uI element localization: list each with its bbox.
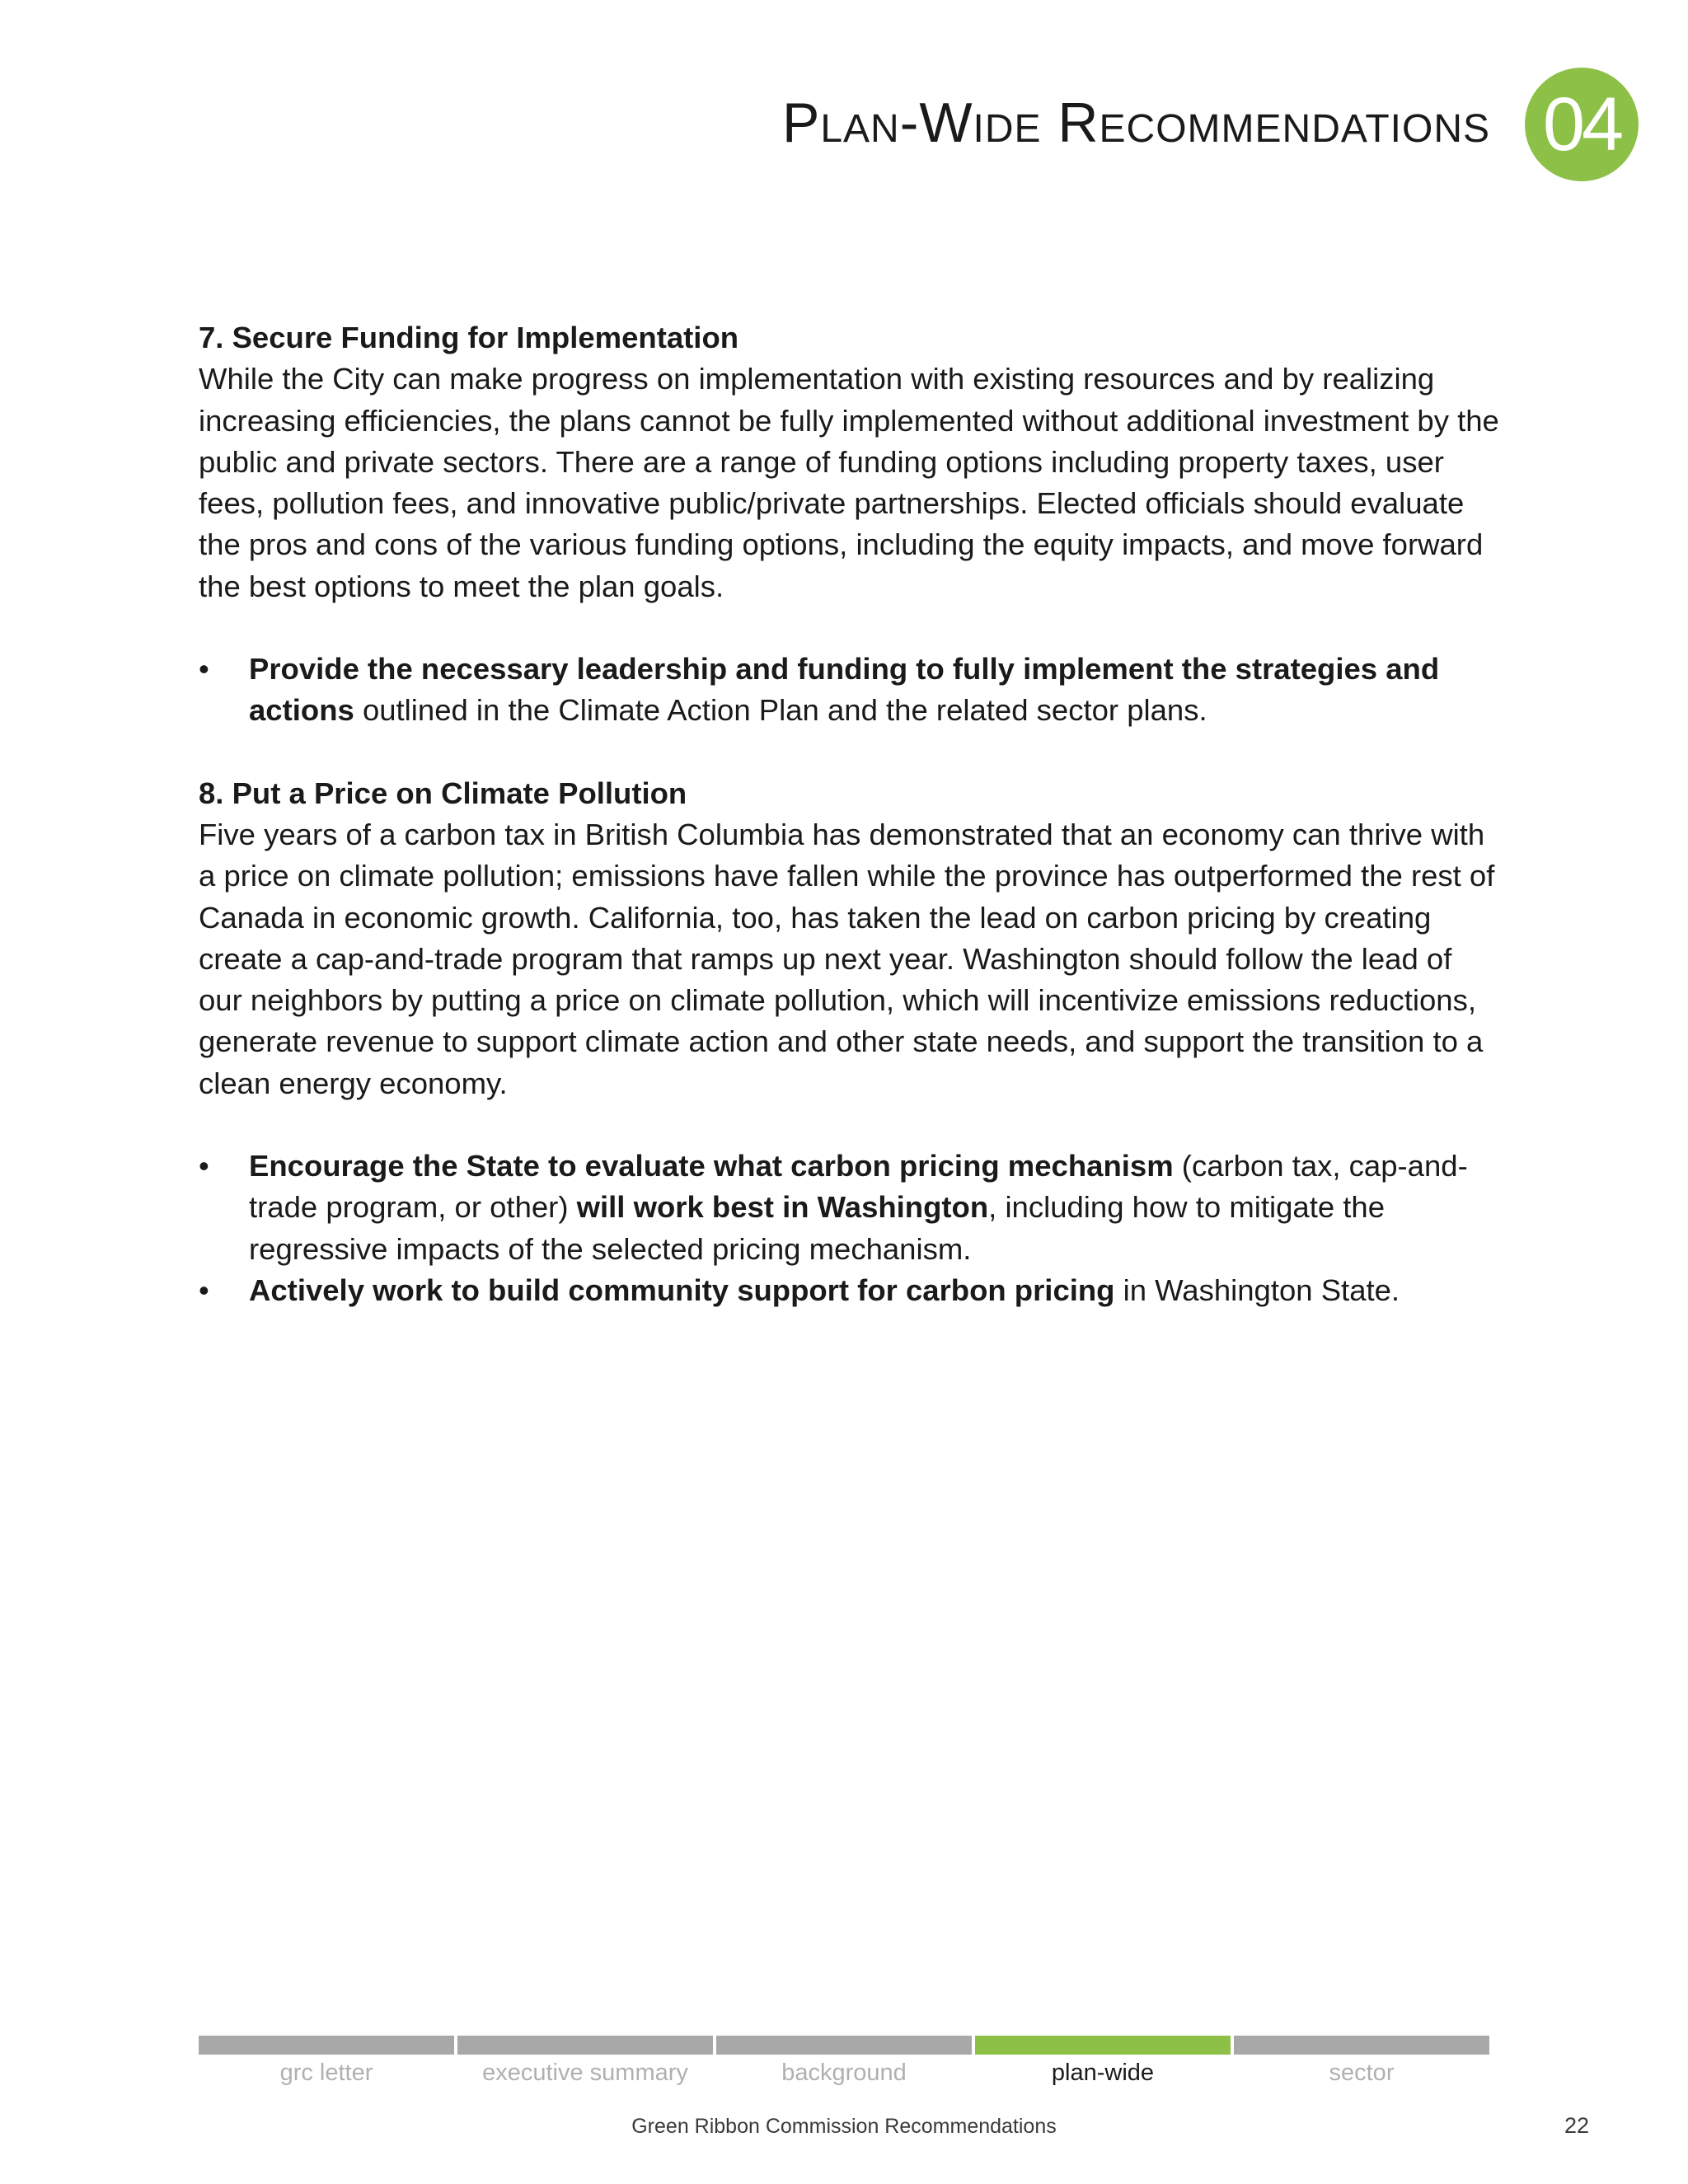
main-content	[199, 317, 1501, 1311]
footer-title: Green Ribbon Commission Recommendations	[631, 2115, 1057, 2138]
list-item	[199, 649, 1501, 732]
recommendation-emphasis: will work best in Washington	[576, 1190, 989, 1225]
section-body: While the City can make progress on implementation with existing resources and by realizing increasing efficiencies, the plans cannot be fully implemented without additional investment by the public and private sectors. There are a range of funding options including property taxes, user fees, pollution fees, and innovative public/private partnerships. Elected officials should evaluate the pros and cons of the various funding options, including the equity impacts, and move forward the best options to meet the plan goals.	[199, 362, 1499, 603]
section-body: Five years of a carbon tax in British Columbia has demonstrated that an economy can thrive with a price on climate pollution; emissions have fallen while the province has outperformed the rest of Canada in economic growth. California, too, has taken the lead on carbon pricing by creating create a cap-and-trade program that ramps up next year. Washington should follow the lead of our neighbors by putting a price on climate pollution, which will incentivize emissions reductions, generate revenue to support climate action and other state needs, and support the transition to a clean energy economy.	[199, 817, 1495, 1100]
nav-tab-executive-summary[interactable]	[457, 2036, 713, 2087]
list-item	[199, 1270, 1501, 1311]
nav-tab-sector[interactable]	[1234, 2036, 1489, 2087]
nav-tab-bar	[975, 2036, 1231, 2055]
recommendation-list	[199, 1146, 1501, 1311]
nav-tab-plan-wide[interactable]	[975, 2036, 1231, 2087]
nav-tab-label: grc letter	[279, 2060, 373, 2086]
bullet-icon: •	[199, 652, 209, 687]
nav-tab-label: executive summary	[482, 2060, 688, 2086]
bullet-icon: •	[199, 1272, 209, 1307]
nav-tab-bar	[199, 2036, 454, 2055]
chapter-nav	[199, 2036, 1489, 2087]
recommendation-text: in Washington State.	[1114, 1272, 1400, 1307]
nav-tab-label: sector	[1329, 2060, 1395, 2086]
nav-tab-bar	[716, 2036, 972, 2055]
nav-tab-background[interactable]	[716, 2036, 972, 2087]
chapter-badge: 04	[1525, 68, 1639, 181]
page-title: Plan-Wide Recommendations	[781, 91, 1490, 154]
recommendation-emphasis: Actively work to build community support for carbon pricing	[249, 1272, 1115, 1307]
bullet-icon: •	[199, 1149, 209, 1183]
section-heading: 8. Put a Price on Climate Pollution	[199, 776, 687, 810]
section-carbon-pricing	[199, 773, 1501, 1312]
recommendation-emphasis: Encourage the State to evaluate what carbon pricing mechanism	[249, 1149, 1174, 1183]
page-number: 22	[1564, 2113, 1589, 2138]
list-item	[199, 1146, 1501, 1270]
recommendation-text: , including how to mitigate the regressive impacts of the selected pricing mechanism.	[249, 1190, 1386, 1266]
nav-tab-grc-letter[interactable]	[199, 2036, 454, 2087]
section-secure-funding	[199, 317, 1501, 732]
recommendation-text: (carbon tax, cap-and-trade program, or other)	[249, 1149, 1468, 1225]
recommendation-text: outlined in the Climate Action Plan and the related sector plans.	[354, 693, 1207, 728]
nav-tab-bar	[1234, 2036, 1489, 2055]
recommendation-emphasis: Provide the necessary leadership and funding to fully implement the strategies and actions	[249, 652, 1440, 728]
recommendation-list	[199, 649, 1501, 732]
nav-tab-label: plan-wide	[1051, 2060, 1155, 2086]
nav-tab-label: background	[781, 2060, 907, 2086]
section-heading: 7. Secure Funding for Implementation	[199, 321, 739, 354]
nav-tab-bar	[457, 2036, 713, 2055]
